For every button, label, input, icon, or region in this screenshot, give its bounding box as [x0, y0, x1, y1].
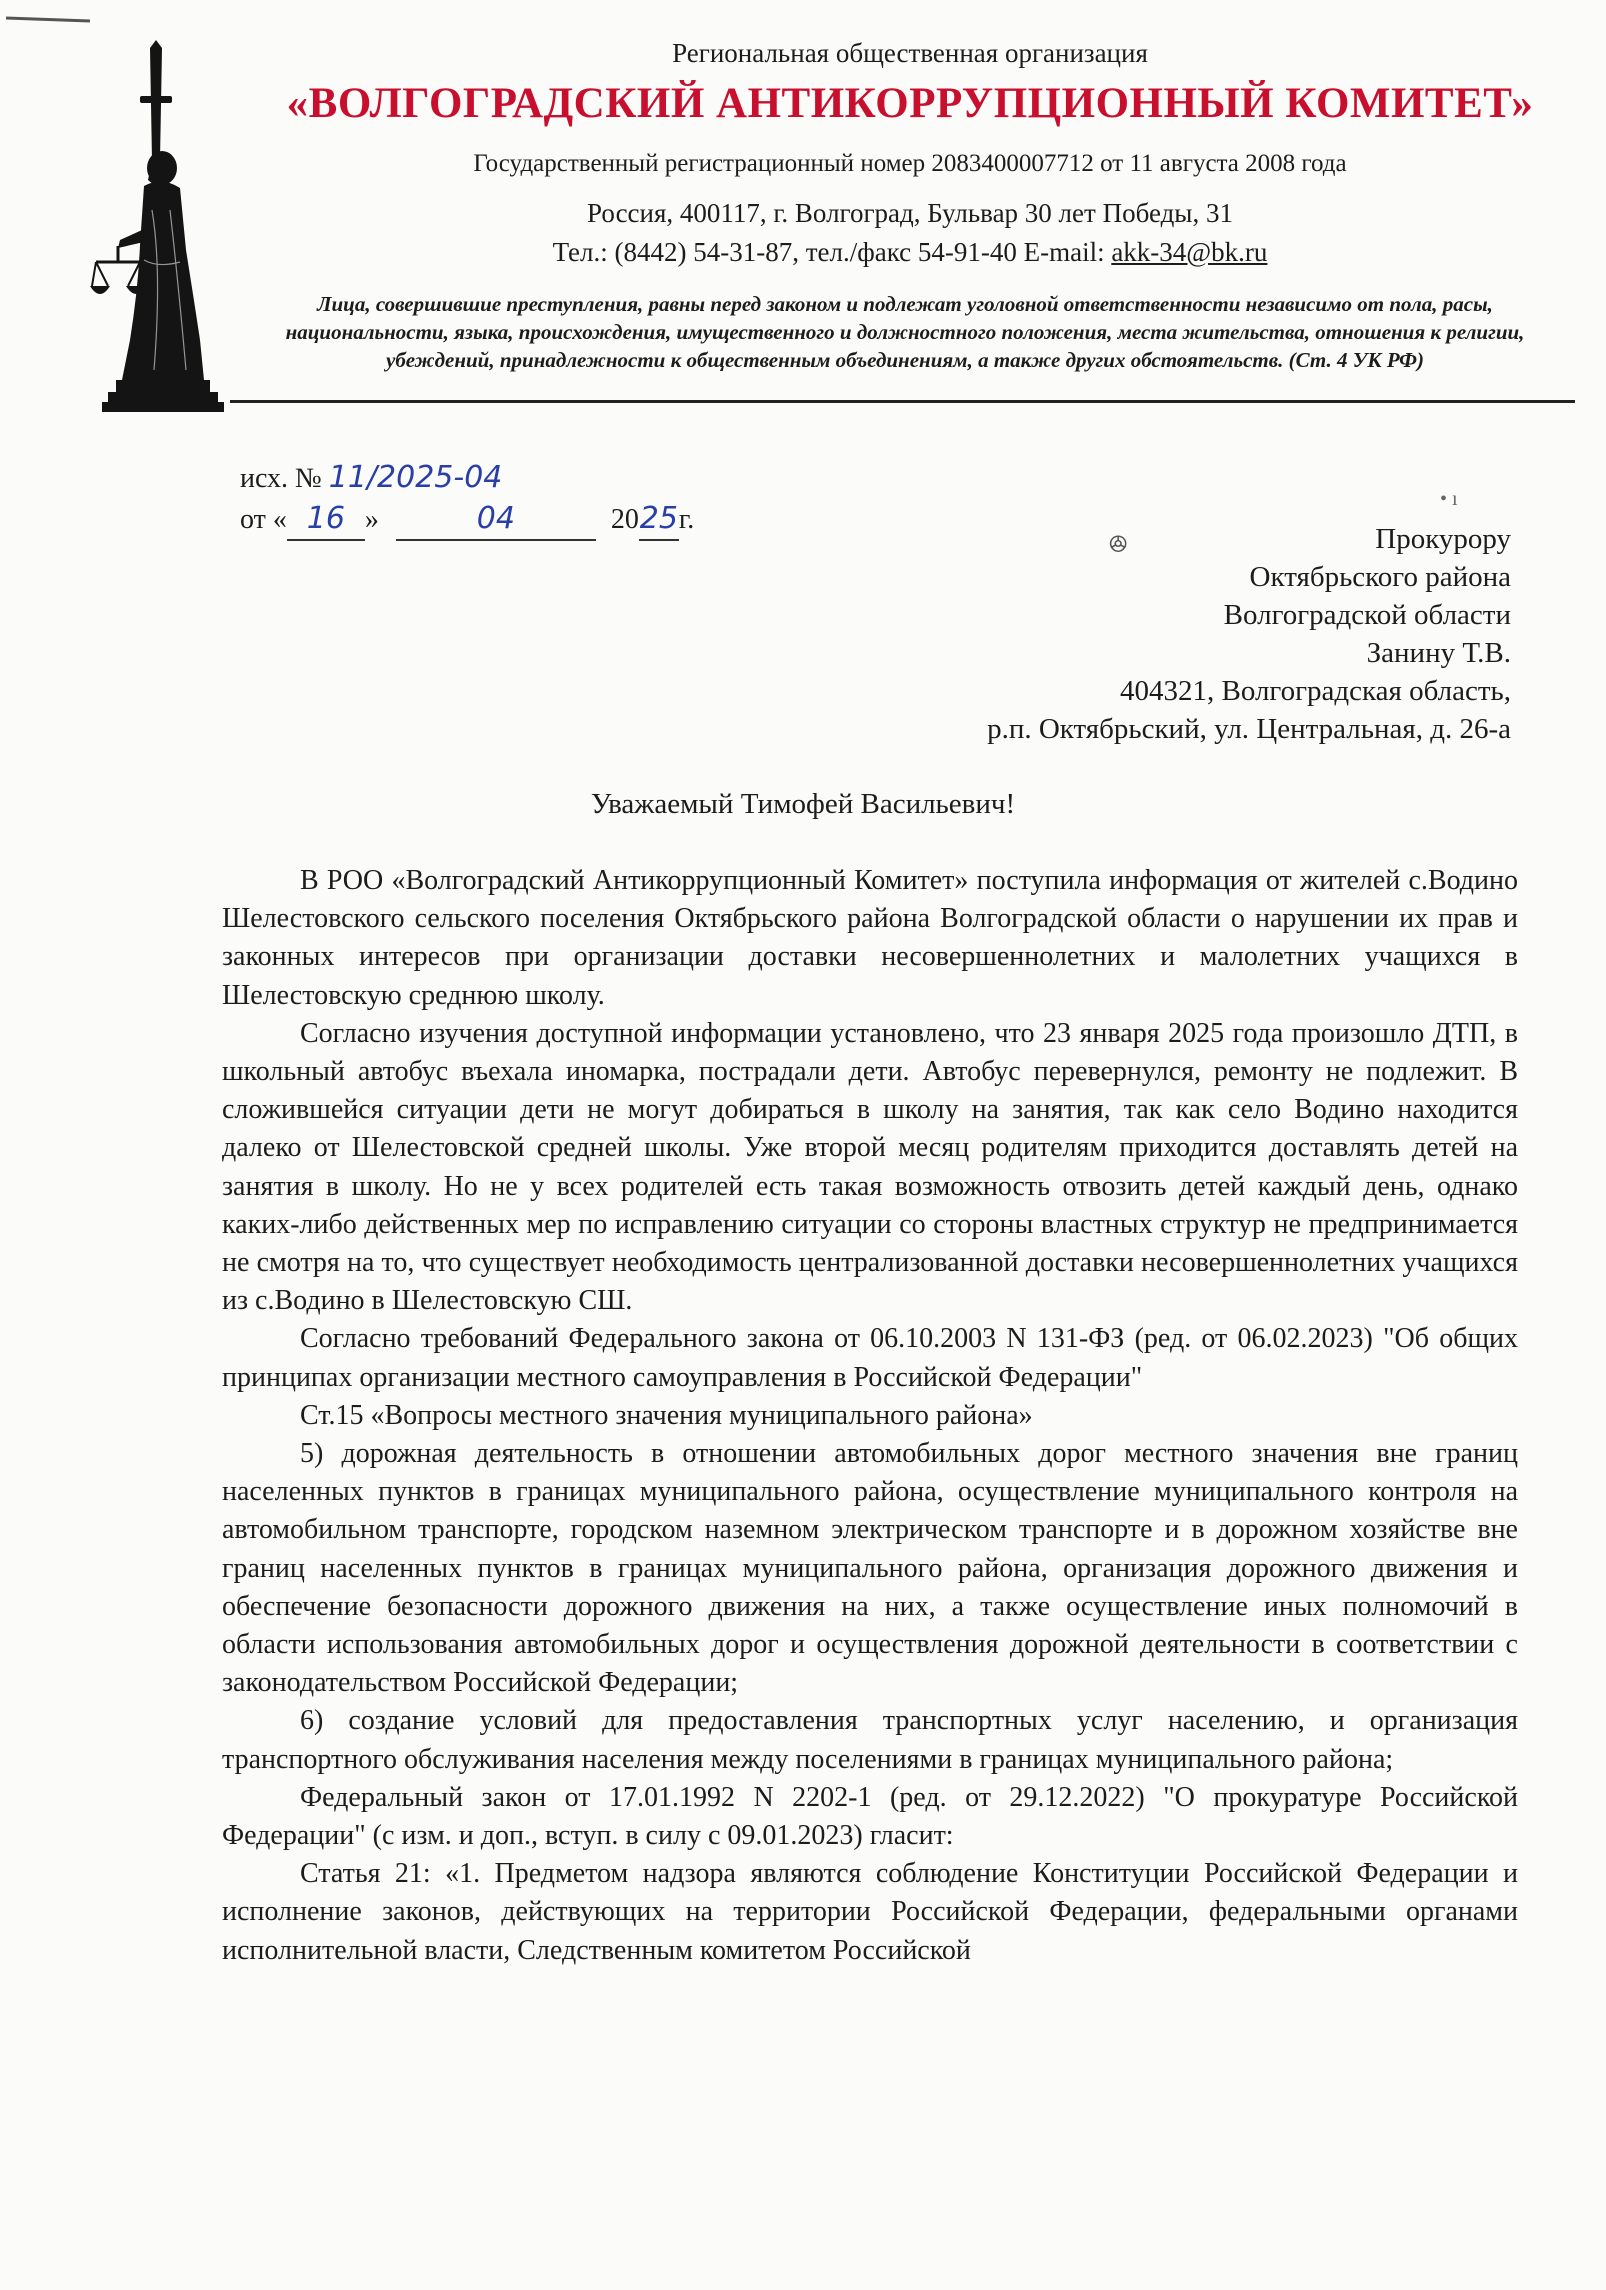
- greeting: Уважаемый Тимофей Васильевич!: [590, 788, 1016, 820]
- recipient-line: Занину Т.В.: [1366, 637, 1511, 669]
- date-month: 04: [396, 499, 596, 541]
- date-quote-close: »: [364, 504, 379, 535]
- stamp-mark: ꔮ: [1108, 530, 1129, 559]
- outgoing-number-value: 11/2025-04: [328, 460, 503, 495]
- phone-fax: Тел.: (8442) 54-31-87, тел./факс 54-91-40 E-mail:: [552, 237, 1112, 267]
- date-year-end: г.: [678, 504, 695, 535]
- scan-mark: [6, 17, 90, 23]
- recipient-line: Волгоградской области: [1223, 599, 1511, 631]
- date-day: 16: [287, 499, 365, 541]
- recipient-line: Октябрьского района: [1249, 561, 1511, 593]
- body-paragraph: 6) создание условий для предоставления транспортных услуг населению, и организация транспортного обслуживания населения между поселениями в границах муниципального района;: [222, 1705, 1518, 1775]
- email-link[interactable]: akk-34@bk.ru: [1111, 237, 1268, 267]
- outgoing-number-label: исх. №: [240, 463, 322, 494]
- letterhead: [240, 38, 1580, 268]
- recipient-block: [987, 520, 1511, 748]
- recipient-line: р.п. Октябрьский, ул. Центральная, д. 26-а: [987, 713, 1511, 745]
- org-name: «ВОЛГОГРАДСКИЙ АНТИКОРРУПЦИОННЫЙ КОМИТЕТ»: [286, 80, 1534, 127]
- motto-quote: Лица, совершившие преступления, равны перед законом и подлежат уголовной ответственности независимо от пола, расы, национальности, языка, происхождения, имущественного и должностного положения, места жительства, отношения к религии, убеждений, принадлежности к общественным объединениям, а также других обстоятельств. (Ст. 4 УК РФ): [285, 292, 1525, 372]
- body-paragraph: Согласно требований Федерального закона от 06.10.2003 N 131-ФЗ (ред. от 06.02.2023) "Об общих принципах организации местного самоуправления в Российской Федерации": [222, 1323, 1518, 1393]
- date-from-label: от «: [240, 504, 287, 535]
- outgoing-number-row: [240, 458, 694, 499]
- date-year-prefix: 20: [610, 504, 639, 535]
- registration-number: Государственный регистрационный номер 2083400007712 от 11 августа 2008 года: [473, 150, 1347, 177]
- body-paragraph: Федеральный закон от 17.01.1992 N 2202-1 (ред. от 29.12.2022) "О прокуратуре Российской Федерации" (с изм. и доп., вступ. в силу с 09.01.2023) гласит:: [222, 1781, 1518, 1852]
- outgoing-reference: [240, 458, 694, 541]
- body-paragraph: Статья 21: «1. Предметом надзора являются соблюдение Конституции Российской Федерации и исполнение законов, действующих на территории Российской Федерации, федеральными органами исполнительной власти, Следственным комитетом Российской: [222, 1858, 1518, 1966]
- recipient-line: 404321, Волгоградская область,: [1119, 675, 1511, 707]
- body-paragraph: 5) дорожная деятельность в отношении автомобильных дорог местного значения вне границ населенных пунктов в границах муниципального района, осуществление муниципального контроля на автомобильном транспорте, городском наземном электрическом транспорте и в дорожном хозяйстве вне границ населенных пунктов в границах муниципального района, организация дорожного движения и обеспечение безопасности дорожного движения на них, а также осуществление иных полномочий в области использования автомобильных дорог и осуществления дорожной деятельности в соответствии с законодательством Российской Федерации;: [222, 1438, 1518, 1699]
- body-paragraph: В РОО «Волгоградский Антикоррупционный Комитет» поступила информация от жителей с.Водино Шелестовского сельского поселения Октябрьского района Волгоградской области о нарушении их прав и законных интересов при организации доставки несовершеннолетних и малолетних учащихся в Шелестовскую среднюю школу.: [222, 865, 1518, 1011]
- letter-body: [222, 862, 1518, 1970]
- body-paragraph: Ст.15 «Вопросы местного значения муниципального района»: [300, 1399, 1033, 1431]
- recipient-line: Прокурору: [1375, 523, 1511, 555]
- org-address: Россия, 400117, г. Волгоград, Бульвар 30 лет Победы, 31: [587, 198, 1233, 228]
- date-year-suffix: 25: [639, 499, 679, 541]
- themis-emblem-icon: [82, 40, 232, 420]
- scan-dots: • ı: [1440, 488, 1458, 510]
- org-type: Региональная общественная организация: [672, 38, 1148, 68]
- outgoing-date-row: [240, 499, 694, 541]
- body-paragraph: Согласно изучения доступной информации установлено, что 23 января 2025 года произошло ДТП, в школьный автобус въехала иномарка, пострадали дети. Автобус перевернулся, ремонту не подлежит. В сложившейся ситуации дети не могут добираться в школу на занятия, так как село Водино находится далеко от Шелестовской средней школы. Уже второй месяц родителям приходится доставлять детей на занятия в школу. Но не у всех родителей есть такая возможность отвозить детей каждый день, однако каких-либо действенных мер по исправлению ситуации со стороны властных структур не предпринимается не смотря на то, что существует необходимость централизованной доставки несовершеннолетних учащихся из с.Водино в Шелестовскую СШ.: [222, 1017, 1518, 1317]
- org-contacts: [240, 237, 1580, 268]
- header-divider: [230, 400, 1575, 403]
